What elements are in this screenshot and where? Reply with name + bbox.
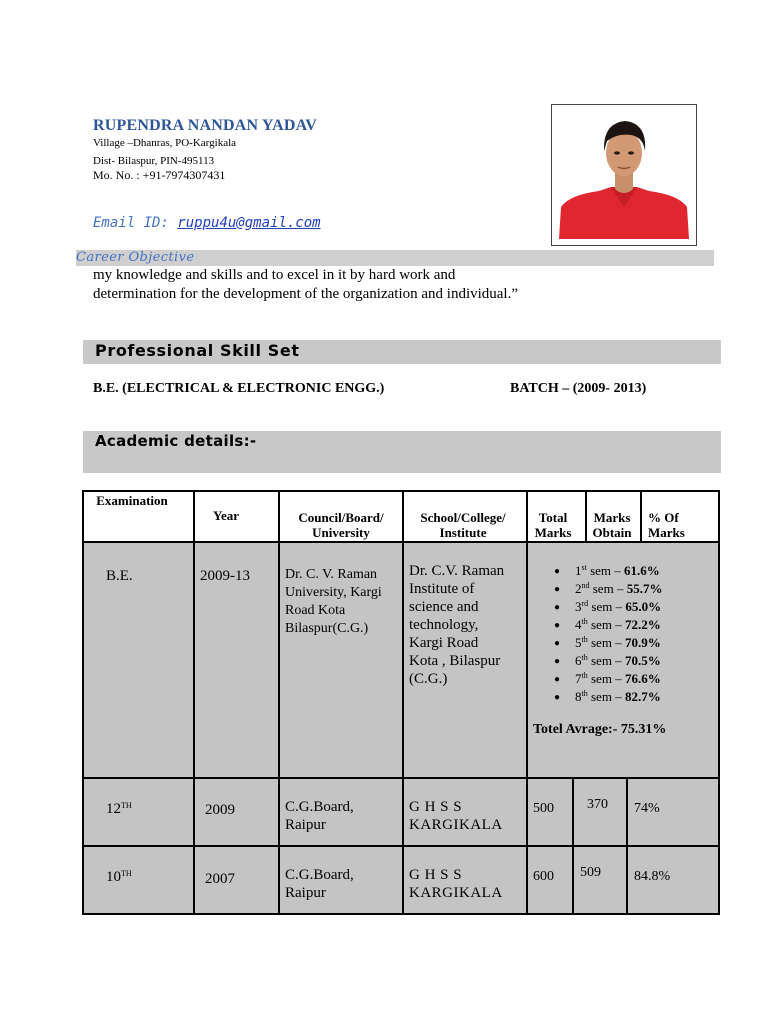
twelfth-total: 500 bbox=[533, 801, 554, 816]
address-line-1: Village –Dhanras, PO-Kargikala bbox=[93, 137, 237, 149]
mobile-number: Mo. No. : +91-7974307431 bbox=[93, 168, 226, 182]
tenth-total: 600 bbox=[533, 869, 554, 884]
semester-item: ● 4th sem – 72.2% bbox=[553, 617, 661, 632]
header-marks-obtain bbox=[587, 510, 637, 540]
be-board-line: Road Kota bbox=[285, 603, 346, 618]
tenth-year: 2007 bbox=[205, 871, 235, 887]
be-school-line: Kargi Road bbox=[409, 635, 479, 651]
header-total-marks bbox=[528, 510, 578, 540]
email-row bbox=[93, 215, 321, 231]
semester-item: ● 3rd sem – 65.0% bbox=[553, 599, 662, 614]
total-average: Totel Avrage:- 75.31% bbox=[533, 722, 667, 737]
tenth-school: G H S S KARGIKALA bbox=[409, 867, 503, 901]
be-board-line: University, Kargi bbox=[285, 585, 382, 600]
header-percent-line-1: % Of bbox=[648, 510, 679, 525]
twelfth-percent: 74% bbox=[634, 801, 660, 816]
be-school bbox=[409, 562, 504, 688]
twelfth-year: 2009 bbox=[205, 802, 235, 818]
header-percent-marks bbox=[642, 510, 724, 540]
header-year: Year bbox=[213, 508, 239, 523]
twelfth-board: C.G.Board, Raipur bbox=[285, 799, 354, 833]
table-header-separator bbox=[82, 541, 720, 543]
be-school-line: science and bbox=[409, 599, 479, 615]
semester-item: ● 1st sem – 61.6% bbox=[553, 563, 660, 578]
twelfth-school: G H S S KARGIKALA bbox=[409, 799, 503, 833]
tenth-board: C.G.Board, Raipur bbox=[285, 867, 354, 901]
semester-item: ● 6th sem – 70.5% bbox=[553, 653, 661, 668]
table-top-border bbox=[82, 490, 720, 492]
be-school-line: Dr. C.V. Raman bbox=[409, 563, 505, 579]
header-obtain-line-2: Obtain bbox=[592, 525, 632, 540]
twelfth-exam: 12TH bbox=[106, 801, 132, 817]
be-school-line: Kota , Bilaspur bbox=[409, 653, 501, 669]
col-divider-school bbox=[402, 490, 404, 915]
email-link[interactable]: ruppu4u@gmail.com bbox=[177, 215, 321, 231]
header-total-line-2: Marks bbox=[534, 525, 572, 540]
be-board-line: Dr. C. V. Raman bbox=[285, 567, 378, 582]
be-board-line: Bilaspur(C.G.) bbox=[285, 621, 369, 636]
degree-text: B.E. (ELECTRICAL & ELECTRONIC ENGG.) bbox=[93, 381, 385, 396]
tenth-exam: 10TH bbox=[106, 869, 132, 885]
header-school bbox=[404, 510, 522, 540]
semester-item: ● 2nd sem – 55.7% bbox=[553, 581, 663, 596]
table-right-border bbox=[718, 490, 720, 915]
header-school-line-2: Institute bbox=[439, 525, 487, 540]
be-school-line: (C.G.) bbox=[409, 671, 448, 687]
objective-line-1: my knowledge and skills and to excel in it by hard work and bbox=[93, 267, 456, 283]
header-percent-line-2: Marks bbox=[648, 525, 685, 540]
objective-line-2: determination for the development of the organization and individual.” bbox=[93, 286, 519, 302]
col-divider-board bbox=[278, 490, 280, 915]
address-line-2: Dist- Bilaspur, PIN-495113 bbox=[93, 155, 215, 167]
col-divider-marks bbox=[526, 490, 528, 915]
header-board-line-1: Council/Board/ bbox=[298, 510, 384, 525]
table-row-separator-2 bbox=[82, 845, 720, 847]
table-row-separator-1 bbox=[82, 777, 720, 779]
skill-set-title: Professional Skill Set bbox=[95, 341, 300, 360]
portrait-image bbox=[559, 111, 689, 239]
header-total-line-1: Total bbox=[538, 510, 568, 525]
header-examination: Examination bbox=[96, 493, 168, 508]
header-board bbox=[280, 510, 402, 540]
row-divider-percent bbox=[626, 777, 628, 915]
be-board bbox=[285, 566, 382, 638]
academic-details-title: Academic details:- bbox=[95, 432, 257, 450]
twelfth-obtain: 370 bbox=[587, 797, 608, 812]
semester-item: ● 7th sem – 76.6% bbox=[553, 671, 661, 686]
tenth-percent: 84.8% bbox=[634, 869, 671, 884]
candidate-name: RUPENDRA NANDAN YADAV bbox=[93, 117, 318, 134]
header-school-line-1: School/College/ bbox=[420, 510, 506, 525]
be-exam: B.E. bbox=[106, 568, 133, 584]
career-objective-title: Career Objective bbox=[76, 250, 195, 265]
be-year: 2009-13 bbox=[200, 568, 250, 584]
batch-text: BATCH – (2009- 2013) bbox=[510, 381, 647, 396]
profile-photo bbox=[551, 104, 697, 246]
be-school-line: Institute of bbox=[409, 581, 475, 597]
semester-item: ● 5th sem – 70.9% bbox=[553, 635, 661, 650]
header-obtain-line-1: Marks bbox=[593, 510, 631, 525]
row-divider-obtain bbox=[572, 777, 574, 915]
header-board-line-2: University bbox=[312, 525, 370, 540]
be-school-line: technology, bbox=[409, 617, 479, 633]
semester-item: ● 8th sem – 82.7% bbox=[553, 689, 661, 704]
col-divider-year bbox=[193, 490, 195, 915]
tenth-obtain: 509 bbox=[580, 865, 601, 880]
email-label: Email ID: bbox=[93, 215, 178, 231]
table-bottom-border bbox=[82, 913, 720, 915]
table-left-border bbox=[82, 490, 84, 915]
